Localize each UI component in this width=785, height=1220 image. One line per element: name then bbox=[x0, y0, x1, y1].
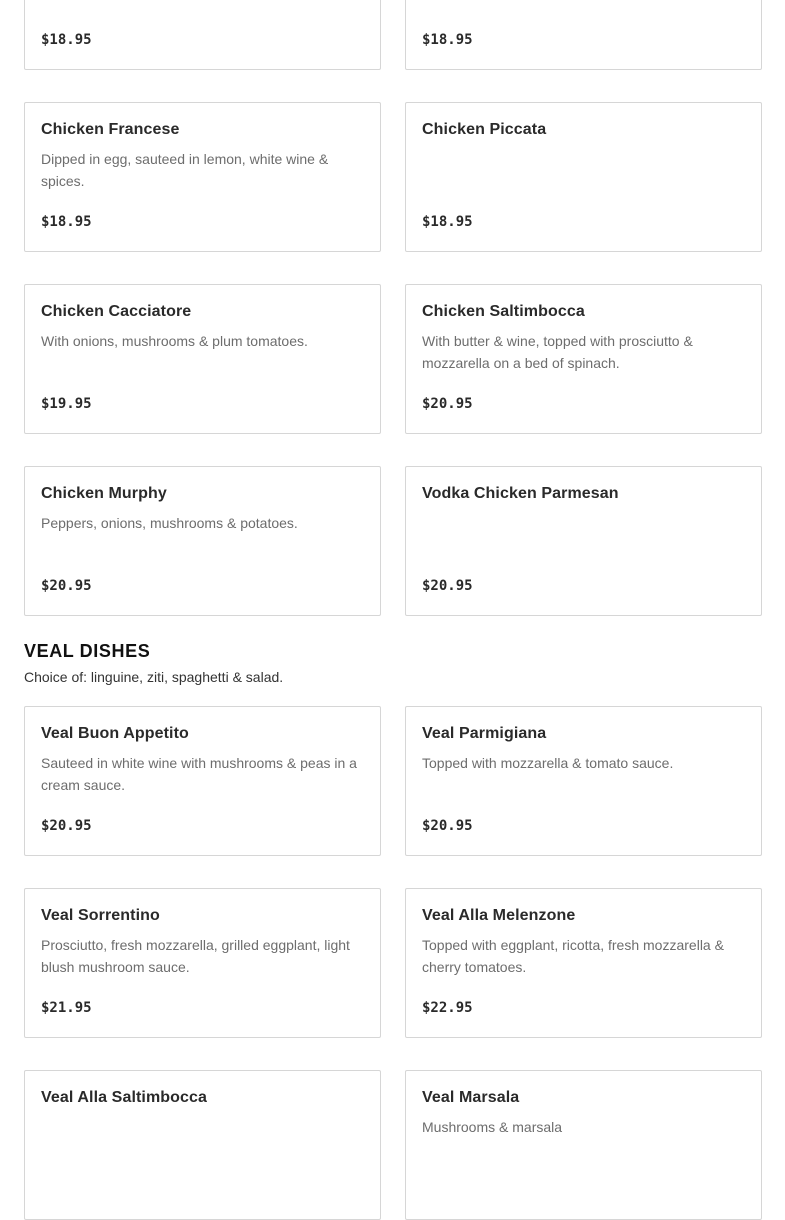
menu-item-card[interactable] bbox=[405, 706, 762, 856]
menu-item-card[interactable] bbox=[405, 1070, 762, 1220]
item-name: Chicken Francese bbox=[41, 121, 180, 138]
item-description: With butter & wine, topped with prosciutto & mozzarella on a bed of spinach. bbox=[422, 333, 693, 371]
item-name: Veal Alla Melenzone bbox=[422, 907, 576, 924]
item-description: Mushrooms & marsala bbox=[422, 1119, 563, 1135]
item-description: With onions, mushrooms & plum tomatoes. bbox=[41, 333, 308, 349]
item-price: $20.95 bbox=[422, 578, 473, 594]
item-price: $19.95 bbox=[41, 396, 92, 412]
menu-item-card[interactable] bbox=[24, 888, 381, 1038]
item-name: Veal Buon Appetito bbox=[41, 725, 189, 742]
item-description: Dipped in egg, sauteed in lemon, white wine & spices. bbox=[41, 151, 329, 189]
menu-item-card[interactable] bbox=[24, 1070, 381, 1220]
item-name: Chicken Cacciatore bbox=[41, 303, 192, 320]
section-note: Choice of: linguine, ziti, spaghetti & salad. bbox=[24, 669, 284, 685]
item-price: $20.95 bbox=[422, 818, 473, 834]
item-description: Peppers, onions, mushrooms & potatoes. bbox=[41, 515, 298, 531]
item-description: Topped with eggplant, ricotta, fresh mozzarella & cherry tomatoes. bbox=[422, 937, 724, 975]
item-price: $18.95 bbox=[41, 214, 92, 230]
item-description: Prosciutto, fresh mozzarella, grilled eggplant, light blush mushroom sauce. bbox=[41, 937, 350, 975]
menu-item-card[interactable] bbox=[24, 102, 381, 252]
item-description: Topped with mozzarella & tomato sauce. bbox=[422, 755, 674, 771]
menu-item-card[interactable] bbox=[405, 102, 762, 252]
item-name: Vodka Chicken Parmesan bbox=[422, 485, 619, 502]
menu-item-card[interactable] bbox=[24, 0, 381, 70]
item-name: Chicken Murphy bbox=[41, 485, 167, 502]
menu-item-card[interactable] bbox=[405, 466, 762, 616]
menu-item-card[interactable] bbox=[405, 284, 762, 434]
menu-item-card[interactable] bbox=[405, 888, 762, 1038]
item-price: $18.95 bbox=[41, 32, 92, 48]
item-name: Veal Parmigiana bbox=[422, 725, 547, 742]
menu-item-card[interactable] bbox=[24, 706, 381, 856]
item-price: $20.95 bbox=[41, 578, 92, 594]
item-name: Veal Marsala bbox=[422, 1089, 520, 1106]
item-price: $20.95 bbox=[422, 396, 473, 412]
item-price: $21.95 bbox=[41, 1000, 92, 1016]
item-price: $18.95 bbox=[422, 214, 473, 230]
item-description: Sauteed in white wine with mushrooms & peas in a cream sauce. bbox=[41, 755, 357, 793]
item-price: $18.95 bbox=[422, 32, 473, 48]
item-price: $22.95 bbox=[422, 1000, 473, 1016]
section-title: VEAL DISHES bbox=[24, 641, 151, 661]
menu-item-card[interactable] bbox=[24, 284, 381, 434]
menu-item-card[interactable] bbox=[405, 0, 762, 70]
item-name: Veal Sorrentino bbox=[41, 907, 160, 924]
item-name: Chicken Piccata bbox=[422, 121, 547, 138]
item-name: Veal Alla Saltimbocca bbox=[41, 1089, 208, 1106]
item-name: Chicken Saltimbocca bbox=[422, 303, 585, 320]
item-price: $20.95 bbox=[41, 818, 92, 834]
menu-item-card[interactable] bbox=[24, 466, 381, 616]
